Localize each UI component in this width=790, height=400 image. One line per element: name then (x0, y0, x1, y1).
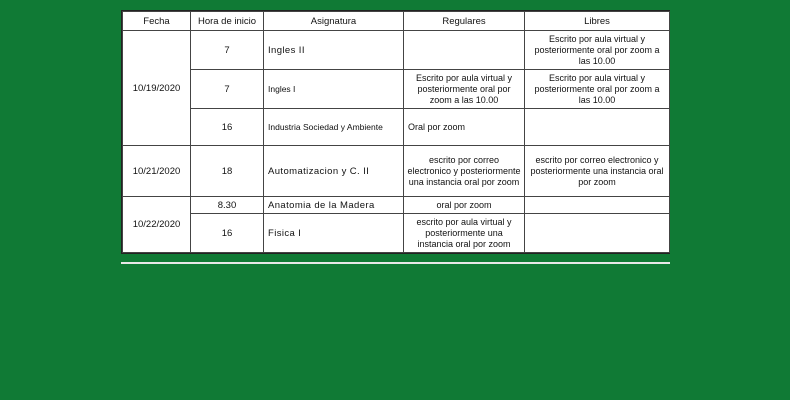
libres-cell: Escrito por aula virtual y posteriormente oral por zoom a las 10.00 (525, 31, 670, 70)
header-libres: Libres (525, 12, 670, 31)
regulares-cell: Oral por zoom (404, 109, 525, 146)
libres-cell: escrito por correo electronico y posteriormente una instancia oral por zoom (525, 146, 670, 197)
regulares-cell: escrito por correo electronico y posteriormente una instancia oral por zoom (404, 146, 525, 197)
subject-cell: Fisica I (264, 214, 404, 253)
hour-cell: 7 (191, 70, 264, 109)
header-fecha: Fecha (123, 12, 191, 31)
regulares-cell: escrito por aula virtual y posteriormente una instancia oral por zoom (404, 214, 525, 253)
table-row (123, 146, 670, 197)
exam-schedule-table (122, 11, 670, 253)
table-row (123, 197, 670, 214)
table-bottom-edge (121, 262, 670, 264)
header-regulares: Regulares (404, 12, 525, 31)
date-cell: 10/19/2020 (123, 31, 191, 146)
subject-cell: Ingles II (264, 31, 404, 70)
regulares-cell (404, 31, 525, 70)
libres-cell (525, 214, 670, 253)
libres-cell: Escrito por aula virtual y posteriormente oral por zoom a las 10.00 (525, 70, 670, 109)
subject-cell: Industria Sociedad y Ambiente (264, 109, 404, 146)
subject-cell: Anatomia de la Madera (264, 197, 404, 214)
subject-cell: Ingles I (264, 70, 404, 109)
exam-schedule-sheet (121, 10, 670, 254)
table-row (123, 70, 670, 109)
hour-cell: 16 (191, 214, 264, 253)
libres-cell (525, 197, 670, 214)
table-header-row (123, 12, 670, 31)
libres-cell (525, 109, 670, 146)
header-asignatura: Asignatura (264, 12, 404, 31)
table-row (123, 31, 670, 70)
table-row (123, 214, 670, 253)
hour-cell: 7 (191, 31, 264, 70)
regulares-cell: oral por zoom (404, 197, 525, 214)
subject-cell: Automatizacion y C. II (264, 146, 404, 197)
header-hora-de-inicio: Hora de inicio (191, 12, 264, 31)
hour-cell: 8.30 (191, 197, 264, 214)
hour-cell: 18 (191, 146, 264, 197)
regulares-cell: Escrito por aula virtual y posteriormente oral por zoom a las 10.00 (404, 70, 525, 109)
table-row (123, 109, 670, 146)
date-cell: 10/22/2020 (123, 197, 191, 253)
hour-cell: 16 (191, 109, 264, 146)
date-cell: 10/21/2020 (123, 146, 191, 197)
